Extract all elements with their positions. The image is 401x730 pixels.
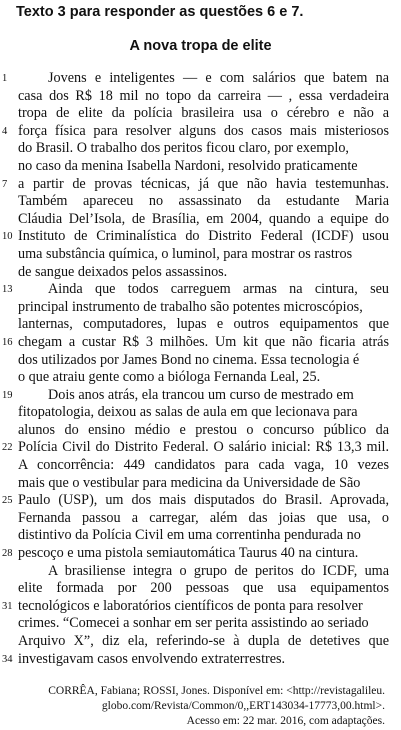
line-number: 13 (2, 284, 13, 296)
text-line (0, 510, 401, 528)
text-line (0, 492, 401, 510)
text-line (0, 580, 401, 598)
line-text: força física para resolver alguns dos casos mais misteriosos (18, 122, 389, 139)
text-line (0, 246, 401, 264)
text-line (0, 211, 401, 229)
text-title: A nova tropa de elite (129, 38, 272, 54)
line-number: 10 (2, 231, 13, 243)
text-line (0, 316, 401, 334)
line-text: do Brasil. O trabalho dos peritos ficou claro, por exemplo, (18, 140, 349, 157)
text-line (0, 88, 401, 106)
text-line (0, 563, 401, 581)
line-text: dos utilizados por James Bond no cinema. Essa tecnologia é (18, 351, 360, 368)
line-text: Cláudia Del’Isola, de Brasília, em 2004, quando a equipe do (18, 210, 389, 227)
text-line (0, 193, 401, 211)
text-line (0, 140, 401, 158)
text-line (0, 228, 401, 246)
line-text: A brasiliense integra o grupo de peritos do ICDF, uma (48, 562, 389, 579)
text-line (0, 158, 401, 176)
line-text: A concorrência: 449 candidatos para cada vaga, 10 vezes (18, 457, 389, 474)
line-number: 25 (2, 495, 13, 507)
source-line: CORRÊA, Fabiana; ROSSI, Jones. Disponível em: <http://revistagalileu. (48, 685, 385, 697)
text-line (0, 615, 401, 633)
line-number: 16 (2, 336, 13, 348)
line-text: Paulo (USP), um dos mais disputados do Brasil. Aprovada, (18, 492, 389, 509)
line-text: tecnológicos e laboratórios científicos de ponta para resolver (18, 597, 363, 614)
line-text: casa dos R$ 18 mil no topo da carreira — , essa verdadeira (18, 87, 389, 104)
line-text: pescoço e uma pistola semiautomática Taurus 40 na cintura. (18, 545, 359, 562)
text-line (0, 422, 401, 440)
line-number: 34 (2, 653, 13, 665)
line-text: crimes. “Comecei a sonhar em ser perita assistindo ao seriado (18, 615, 369, 632)
line-text: Ainda que todos carreguem armas na cintura, seu (48, 281, 389, 298)
source-line: Acesso em: 22 mar. 2016, com adaptações. (186, 715, 385, 727)
text-line (0, 651, 401, 669)
line-text: investigavam casos envolvendo extraterrestres. (18, 650, 286, 667)
source-line: globo.com/Revista/Common/0,,ERT143034-17773,00.html>. (101, 700, 385, 712)
text-line (0, 475, 401, 493)
text-line (0, 299, 401, 317)
line-number: 28 (2, 548, 13, 560)
text-line (0, 176, 401, 194)
line-text: a partir de provas técnicas, já que não havia testemunhas. (18, 175, 389, 192)
line-text: elite formada por 200 pessoas que usa equipamentos (18, 580, 389, 597)
line-text: lanternas, computadores, lupas e outros equipamentos que (18, 316, 389, 333)
line-number: 19 (2, 389, 13, 401)
line-text: fitopatologia, deixou as salas de aula em que lecionava para (18, 404, 358, 421)
line-number: 4 (2, 125, 8, 137)
text-line (0, 598, 401, 616)
line-text: de sangue deixados pelos assassinos. (18, 263, 228, 280)
line-text: Fernanda passou a carregar, além das joias que usa, o (18, 509, 389, 526)
text-body (0, 70, 401, 668)
text-line (0, 527, 401, 545)
line-text: Também apareceu no assassinato da estudante Maria (18, 193, 389, 210)
text-line (0, 387, 401, 405)
text-line (0, 264, 401, 282)
line-text: Instituto de Criminalística do Distrito Federal (ICDF) usou (18, 228, 389, 245)
line-text: chegam a custar R$ 3 milhões. Um kit que não ficaria atrás (18, 333, 389, 350)
line-text: alunos do ensino médio e prestou o concurso público da (18, 421, 389, 438)
text-line (0, 123, 401, 141)
intro-heading: Texto 3 para responder as questões 6 e 7. (16, 4, 304, 20)
line-text: Dois anos atrás, ela trancou um curso de mestrado em (48, 386, 354, 403)
line-text: mais que o vestibular para medicina da Universidade de São (18, 474, 361, 491)
text-line (0, 281, 401, 299)
line-number: 31 (2, 600, 13, 612)
line-text: Polícia Civil do Distrito Federal. O salário inicial: R$ 13,3 mil. (18, 439, 389, 456)
text-line (0, 352, 401, 370)
line-number: 22 (2, 442, 13, 454)
text-line (0, 404, 401, 422)
source-citation (5, 684, 385, 729)
text-line (0, 545, 401, 563)
text-line (0, 457, 401, 475)
line-text: distintivo da Polícia Civil em uma correntinha pendurada no (18, 527, 361, 544)
text-line (0, 70, 401, 88)
line-text: tropa de elite da polícia brasileira usa o cérebro e não a (18, 105, 389, 122)
line-number: 7 (2, 178, 8, 190)
line-text: uma substância química, o luminol, para mostrar os rastros (18, 245, 353, 262)
text-line (0, 334, 401, 352)
text-line (0, 439, 401, 457)
line-text: Arquivo X”, diz ela, referindo-se à dupla de detetives que (18, 633, 389, 649)
line-text: principal instrumento de trabalho são potentes microscópios, (18, 298, 363, 315)
line-text: no caso da menina Isabella Nardoni, resolvido praticamente (18, 157, 358, 174)
text-line (0, 369, 401, 387)
line-text: Jovens e inteligentes — e com salários que batem na (48, 70, 389, 86)
line-text: o que atraiu gente como a bióloga Fernanda Leal, 25. (18, 369, 321, 386)
text-line (0, 633, 401, 651)
line-number: 1 (2, 73, 8, 84)
text-line (0, 105, 401, 123)
